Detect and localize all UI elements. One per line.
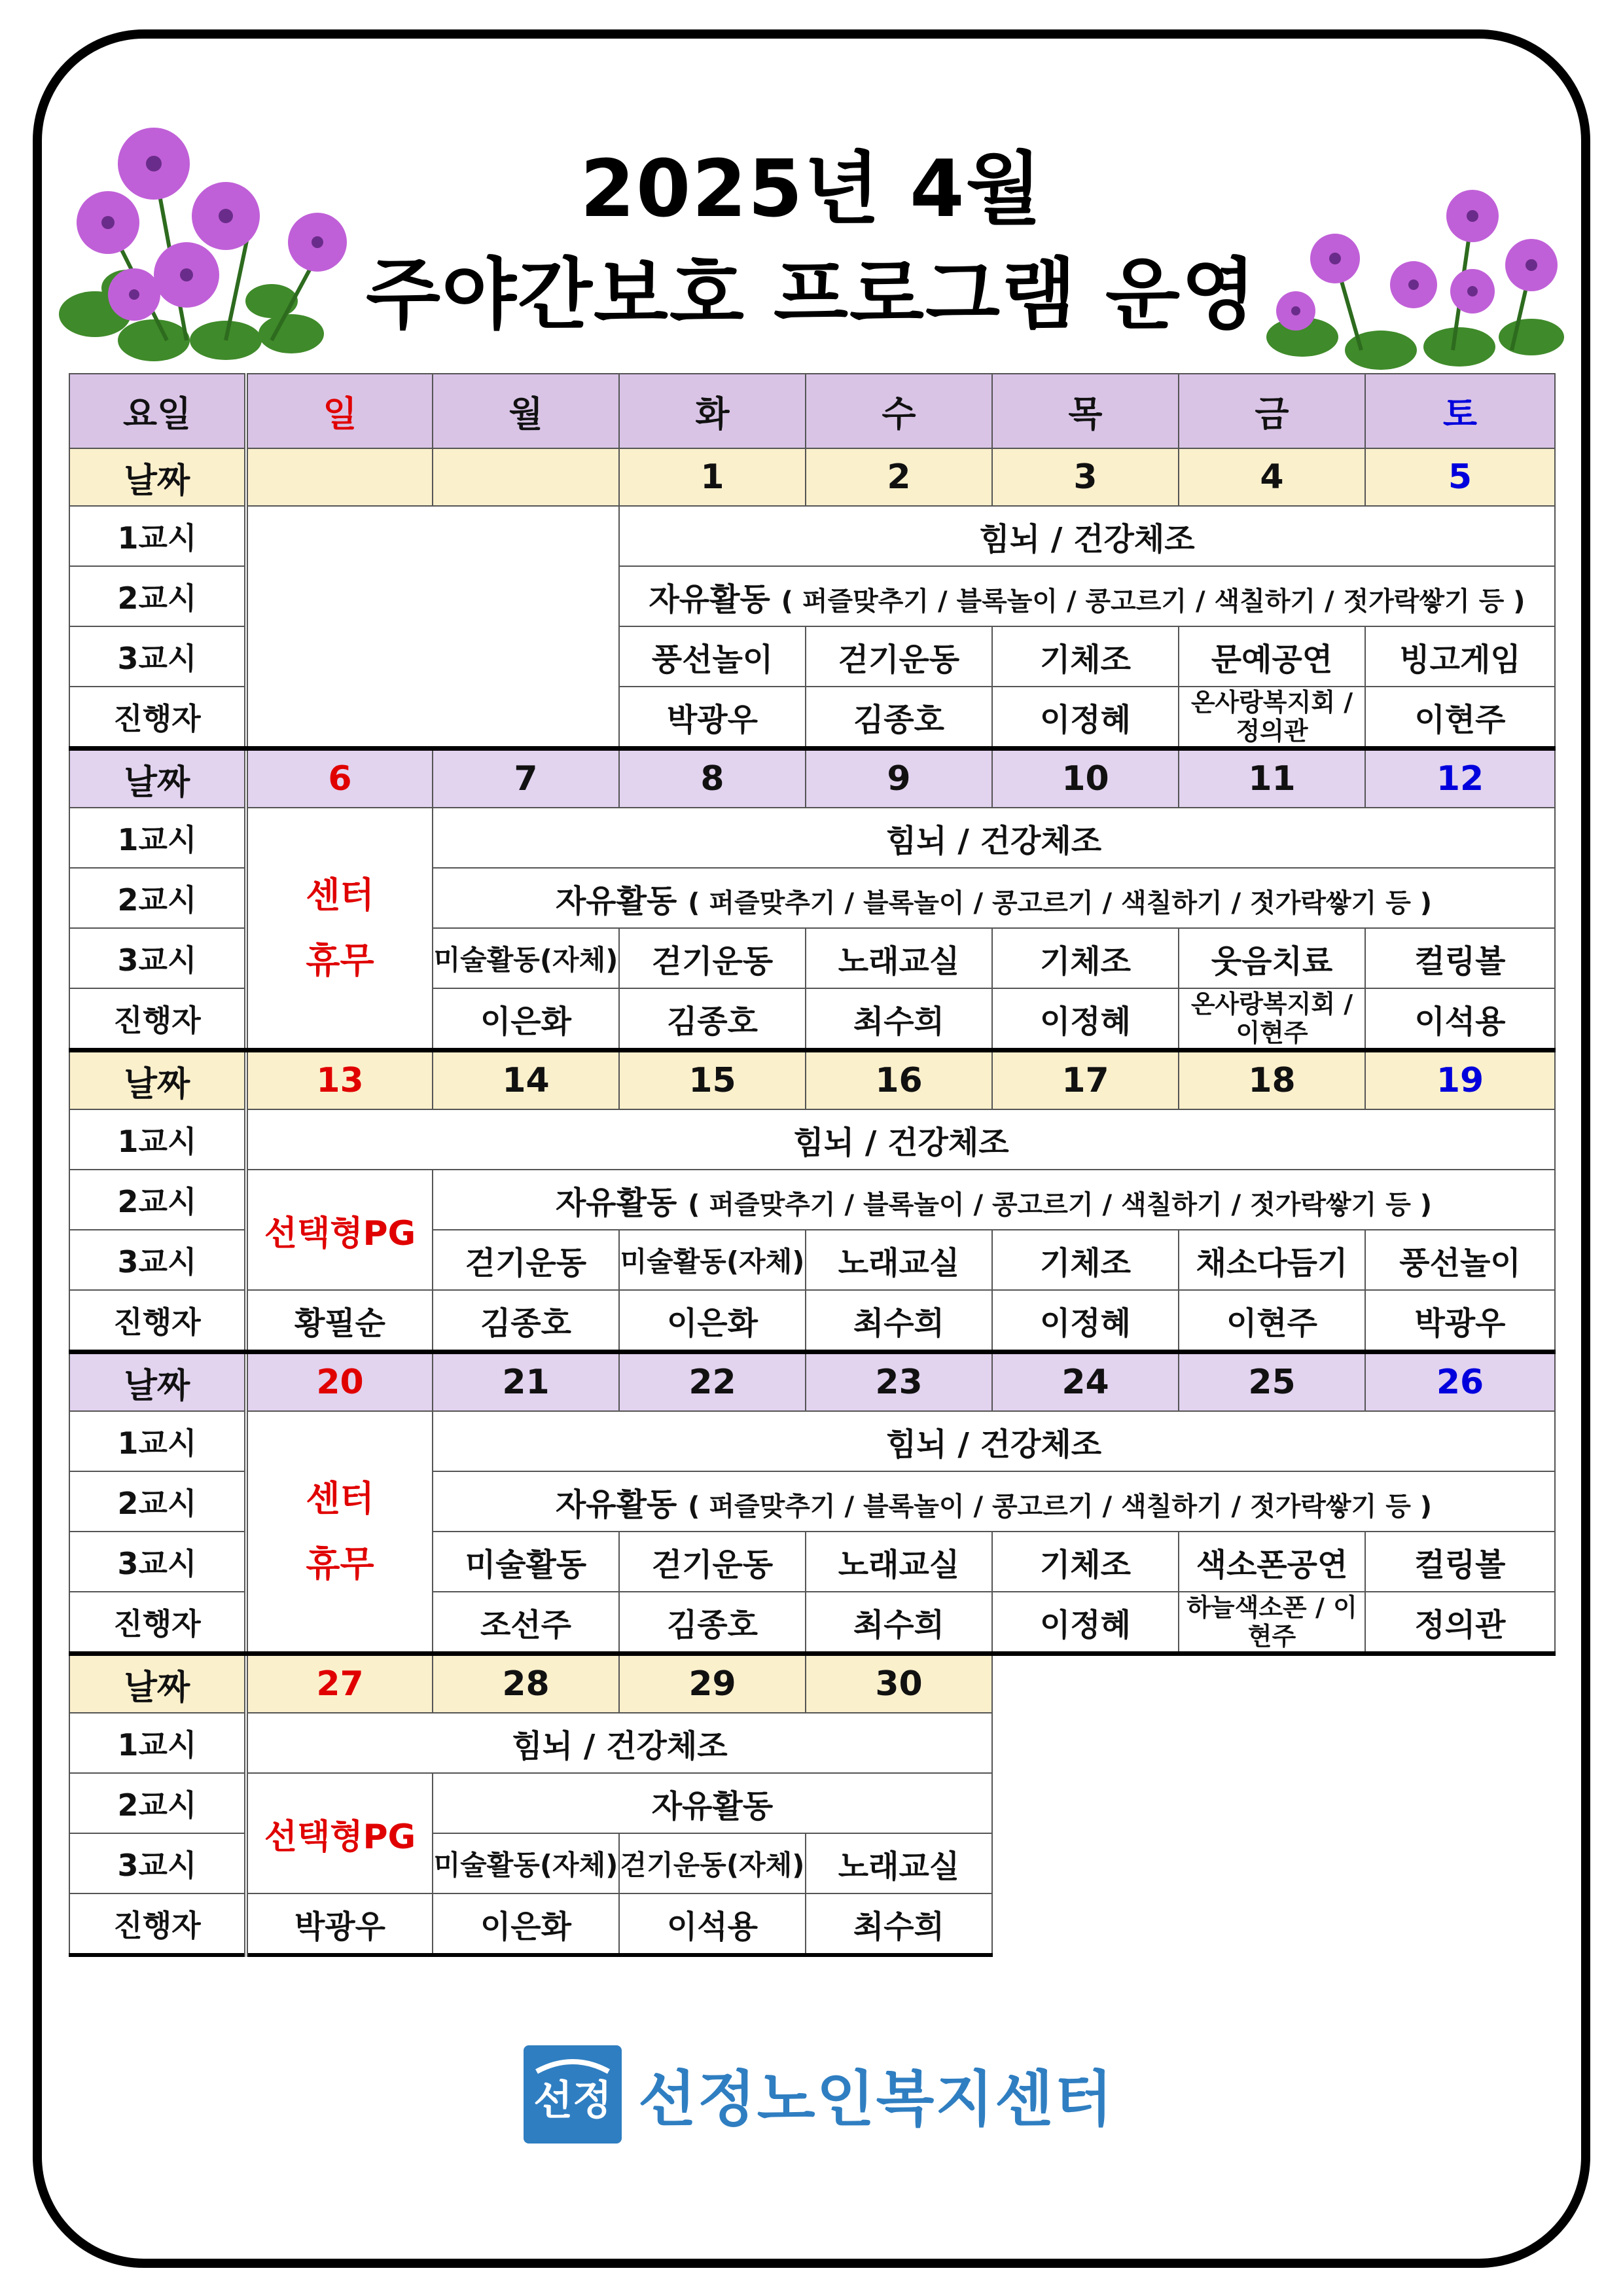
date-cell: 12 — [1365, 749, 1555, 808]
page-title-year-month: 2025년 4월 — [580, 144, 1043, 235]
period2-activity: 자유활동 — [433, 1773, 992, 1833]
header-thursday: 목 — [992, 374, 1179, 448]
period1-activity: 힘뇌 / 건강체조 — [246, 1109, 1555, 1170]
period3-activity: 노래교실 — [806, 928, 992, 988]
host-name: 이정혜 — [992, 687, 1179, 749]
period2-activity — [433, 868, 1555, 928]
date-cell: 27 — [246, 1654, 433, 1713]
date-cell: 24 — [992, 1352, 1179, 1412]
period-label: 3교시 — [69, 626, 246, 687]
host-name: 김종호 — [806, 687, 992, 749]
date-cell: 22 — [619, 1352, 806, 1412]
date-label: 날짜 — [69, 448, 246, 506]
empty-cell — [246, 506, 619, 749]
free-activity-title: 자유활동 — [555, 882, 677, 920]
header-saturday: 토 — [1365, 374, 1555, 448]
week1-date-row — [69, 448, 1555, 506]
closed-note-line: 센터 — [306, 1478, 374, 1519]
optional-program-note: 선택형PG — [246, 1773, 433, 1893]
host-name: 황필순 — [246, 1290, 433, 1352]
date-cell: 3 — [992, 448, 1179, 506]
date-cell: 28 — [433, 1654, 619, 1713]
date-cell: 15 — [619, 1050, 806, 1110]
date-cell — [433, 448, 619, 506]
period1-activity: 힘뇌 / 건강체조 — [619, 506, 1555, 566]
period3-activity: 컬링볼 — [1365, 1532, 1555, 1592]
center-logo — [524, 2045, 1114, 2144]
period3-activity: 채소다듬기 — [1179, 1230, 1365, 1290]
host-name: 이현주 — [1365, 687, 1555, 749]
date-cell: 23 — [806, 1352, 992, 1412]
period2-activity — [433, 1471, 1555, 1532]
period3-activity: 풍선놀이 — [1365, 1230, 1555, 1290]
host-name: 조선주 — [433, 1592, 619, 1654]
period3-activity: 문예공연 — [1179, 626, 1365, 687]
date-cell: 17 — [992, 1050, 1179, 1110]
period-label: 3교시 — [69, 1230, 246, 1290]
period-label: 1교시 — [69, 1109, 246, 1170]
period3-activity: 노래교실 — [806, 1833, 992, 1893]
period-label: 3교시 — [69, 1532, 246, 1592]
host-name: 박광우 — [619, 687, 806, 749]
host-name: 최수희 — [806, 988, 992, 1050]
host-name: 이석용 — [1365, 988, 1555, 1050]
date-cell: 5 — [1365, 448, 1555, 506]
free-activity-title: 자유활동 — [649, 581, 770, 618]
free-activity-detail: ( 퍼즐맞추기 / 블록놀이 / 콩고르기 / 색칠하기 / 젓가락쌓기 등 ) — [781, 586, 1525, 617]
period-label: 3교시 — [69, 1833, 246, 1893]
host-name: 최수희 — [806, 1290, 992, 1352]
date-label: 날짜 — [69, 749, 246, 808]
host-name: 이석용 — [619, 1893, 806, 1955]
period3-activity: 걷기운동 — [619, 1532, 806, 1592]
host-label: 진행자 — [69, 687, 246, 749]
header-wednesday: 수 — [806, 374, 992, 448]
closed-note-line: 휴무 — [306, 1543, 374, 1585]
date-cell: 18 — [1179, 1050, 1365, 1110]
date-cell: 1 — [619, 448, 806, 506]
period3-activity: 컬링볼 — [1365, 928, 1555, 988]
date-cell: 19 — [1365, 1050, 1555, 1110]
center-closed-note — [246, 1411, 433, 1654]
logo-mark-glyph — [524, 2045, 622, 2144]
host-label: 진행자 — [69, 1893, 246, 1955]
free-activity-detail: ( 퍼즐맞추기 / 블록놀이 / 콩고르기 / 색칠하기 / 젓가락쌓기 등 ) — [688, 1491, 1433, 1522]
date-cell: 14 — [433, 1050, 619, 1110]
center-closed-note — [246, 808, 433, 1050]
week3-period2-row — [69, 1170, 1555, 1230]
host-name: 이은화 — [619, 1290, 806, 1352]
period-label: 2교시 — [69, 868, 246, 928]
period-label: 1교시 — [69, 808, 246, 868]
period3-activity: 웃음치료 — [1179, 928, 1365, 988]
period3-activity: 걷기운동 — [433, 1230, 619, 1290]
week3-period1-row — [69, 1109, 1555, 1170]
period3-activity: 노래교실 — [806, 1532, 992, 1592]
host-name: 이정혜 — [992, 1592, 1179, 1654]
period2-activity — [433, 1170, 1555, 1230]
date-cell: 11 — [1179, 749, 1365, 808]
week3-date-row — [69, 1050, 1555, 1110]
header-sunday: 일 — [246, 374, 433, 448]
host-name: 온사랑복지회 / 이현주 — [1179, 988, 1365, 1050]
weekday-header-row — [69, 374, 1555, 448]
logo-mark-text: 선정 — [533, 2076, 612, 2124]
closed-note-line: 휴무 — [306, 940, 374, 981]
period-label: 2교시 — [69, 566, 246, 626]
date-cell: 9 — [806, 749, 992, 808]
period3-activity: 기체조 — [992, 1532, 1179, 1592]
date-label: 날짜 — [69, 1050, 246, 1110]
date-cell: 6 — [246, 749, 433, 808]
period-label: 1교시 — [69, 1713, 246, 1773]
schedule-table — [69, 373, 1556, 1957]
date-cell: 16 — [806, 1050, 992, 1110]
period3-activity: 색소폰공연 — [1179, 1532, 1365, 1592]
date-cell: 20 — [246, 1352, 433, 1412]
host-label: 진행자 — [69, 1592, 246, 1654]
date-cell: 8 — [619, 749, 806, 808]
host-name: 김종호 — [433, 1290, 619, 1352]
host-name: 하늘색소폰 / 이현주 — [1179, 1592, 1365, 1654]
host-name: 박광우 — [246, 1893, 433, 1955]
empty-cell — [992, 1654, 1555, 1956]
date-cell: 4 — [1179, 448, 1365, 506]
period1-activity: 힘뇌 / 건강체조 — [433, 808, 1555, 868]
period3-activity: 미술활동 — [433, 1532, 619, 1592]
period2-activity — [619, 566, 1555, 626]
closed-note-line: 센터 — [306, 874, 374, 916]
host-name: 정의관 — [1365, 1592, 1555, 1654]
period3-activity: 빙고게임 — [1365, 626, 1555, 687]
week4-period1-row — [69, 1411, 1555, 1471]
host-name: 이현주 — [1179, 1290, 1365, 1352]
center-name: 선정노인복지센터 — [638, 2064, 1114, 2134]
period-label: 2교시 — [69, 1773, 246, 1833]
host-name: 이정혜 — [992, 1290, 1179, 1352]
period3-activity: 미술활동(자체) — [433, 1833, 619, 1893]
date-cell: 13 — [246, 1050, 433, 1110]
week5-date-row — [69, 1654, 1555, 1713]
logo-mark-icon — [524, 2045, 622, 2144]
date-label: 날짜 — [69, 1352, 246, 1412]
host-name: 김종호 — [619, 1592, 806, 1654]
page-title-program: 주야간보호 프로그램 운영 — [365, 249, 1258, 340]
header-label: 요일 — [69, 374, 246, 448]
date-cell: 30 — [806, 1654, 992, 1713]
date-cell: 29 — [619, 1654, 806, 1713]
date-cell: 7 — [433, 749, 619, 808]
free-activity-detail: ( 퍼즐맞추기 / 블록놀이 / 콩고르기 / 색칠하기 / 젓가락쌓기 등 ) — [688, 888, 1433, 918]
host-name: 최수희 — [806, 1592, 992, 1654]
host-name: 이정혜 — [992, 988, 1179, 1050]
date-cell — [246, 448, 433, 506]
period3-activity: 기체조 — [992, 626, 1179, 687]
period3-activity: 풍선놀이 — [619, 626, 806, 687]
date-cell: 25 — [1179, 1352, 1365, 1412]
host-name: 김종호 — [619, 988, 806, 1050]
period-label: 2교시 — [69, 1170, 246, 1230]
period-label: 1교시 — [69, 506, 246, 566]
week2-date-row — [69, 749, 1555, 808]
header-friday: 금 — [1179, 374, 1365, 448]
host-label: 진행자 — [69, 1290, 246, 1352]
host-name: 이은화 — [433, 1893, 619, 1955]
period3-activity: 걷기운동 — [806, 626, 992, 687]
free-activity-title: 자유활동 — [555, 1486, 677, 1523]
host-name: 박광우 — [1365, 1290, 1555, 1352]
date-cell: 21 — [433, 1352, 619, 1412]
period3-activity: 미술활동(자체) — [433, 928, 619, 988]
optional-program-note: 선택형PG — [246, 1170, 433, 1290]
period1-activity: 힘뇌 / 건강체조 — [246, 1713, 992, 1773]
header-tuesday: 화 — [619, 374, 806, 448]
host-label: 진행자 — [69, 988, 246, 1050]
period-label: 1교시 — [69, 1411, 246, 1471]
free-activity-title: 자유활동 — [555, 1184, 677, 1221]
week1-period1-row — [69, 506, 1555, 566]
week2-period1-row — [69, 808, 1555, 868]
period-label: 2교시 — [69, 1471, 246, 1532]
period1-activity: 힘뇌 / 건강체조 — [433, 1411, 1555, 1471]
date-cell: 2 — [806, 448, 992, 506]
week3-host-row — [69, 1290, 1555, 1352]
period3-activity: 걷기운동 — [619, 928, 806, 988]
period3-activity: 걷기운동(자체) — [619, 1833, 806, 1893]
host-name: 온사랑복지회 / 정의관 — [1179, 687, 1365, 749]
period-label: 3교시 — [69, 928, 246, 988]
period3-activity: 기체조 — [992, 928, 1179, 988]
week4-date-row — [69, 1352, 1555, 1412]
period3-activity: 미술활동(자체) — [619, 1230, 806, 1290]
host-name: 이은화 — [433, 988, 619, 1050]
period3-activity: 기체조 — [992, 1230, 1179, 1290]
date-label: 날짜 — [69, 1654, 246, 1713]
host-name: 최수희 — [806, 1893, 992, 1955]
date-cell: 26 — [1365, 1352, 1555, 1412]
period3-activity: 노래교실 — [806, 1230, 992, 1290]
date-cell: 10 — [992, 749, 1179, 808]
header-monday: 월 — [433, 374, 619, 448]
free-activity-detail: ( 퍼즐맞추기 / 블록놀이 / 콩고르기 / 색칠하기 / 젓가락쌓기 등 ) — [688, 1189, 1433, 1220]
